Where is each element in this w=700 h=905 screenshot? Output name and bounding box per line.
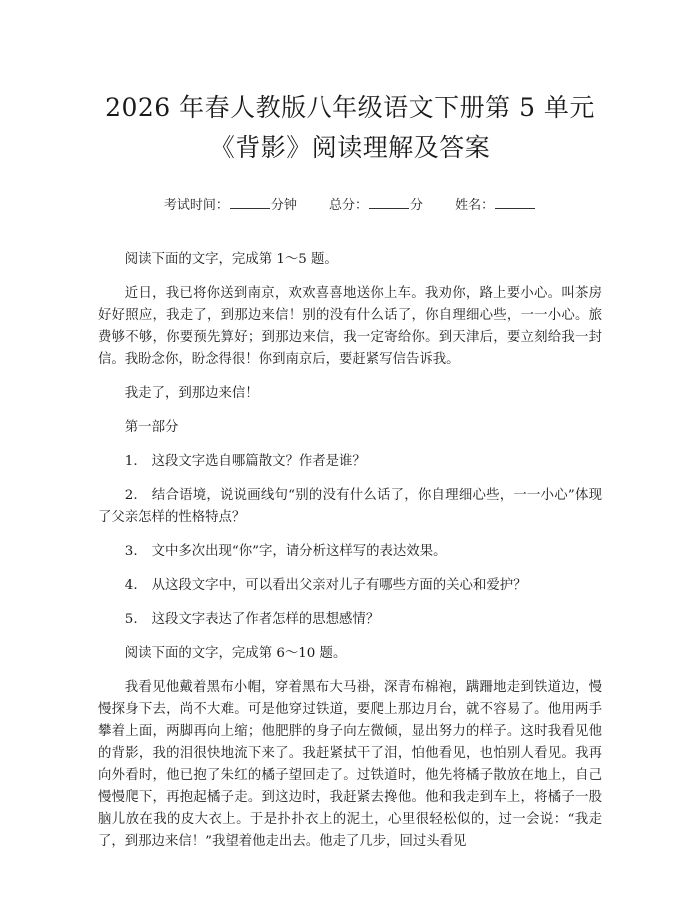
name-blank: [495, 196, 535, 209]
score-unit: 分: [410, 198, 424, 213]
time-unit: 分钟: [270, 198, 297, 213]
exam-info: [98, 194, 602, 213]
title-line-2: 《背影》阅读理解及答案: [209, 133, 491, 162]
question-item: 5. 这段文字表达了作者怎样的思想感情？: [124, 612, 380, 627]
section1-intro: 阅读下面的文字，完成第 1～5 题。: [124, 252, 338, 267]
passage2: 我看见他戴着黑布小帽，穿着黑布大马褂，深青布棉袍，蹒跚地走到铁道边，慢慢探身下去，尚不大难。可是他穿过铁道，要爬上那边月台，就不容易了。他用两手攀着上面，两脚再向上缩；他肥胖的身子向左微倾，显出努力的样子。这时我看见他的背影，我的泪很快地流下来了。我赶紧拭干了泪，怕他看见，也怕别人看见。我再向外看时，他已抱了朱红的橘子望回走了。过铁道时，他先将橘子散放在地上，自己慢慢爬下，再抱起橘子走。到这边时，我赶紧去搀他。他和我走到车上，将橘子一股脑儿放在我的皮大衣上。于是扑扑衣上的泥土，心里很轻松似的，过一会说：“我走了，到那边来信！”我望着他走出去。他走了几步，回过头看见: [98, 680, 602, 849]
exam-time: [164, 198, 297, 213]
question-item: 1. 这段文字选自哪篇散文？作者是谁？: [124, 454, 366, 469]
title-line-1: 2026 年春人教版八年级语文下册第 5 单元: [105, 93, 595, 122]
document-title: [98, 88, 602, 168]
exam-score: [329, 198, 423, 213]
document-body: [98, 249, 602, 853]
time-blank: [230, 196, 270, 209]
exam-name: [455, 198, 536, 213]
question-item: 4. 从这段文字中，可以看出父亲对儿子有哪些方面的关心和爱护？: [124, 578, 527, 593]
time-label: 考试时间：: [163, 198, 229, 213]
passage1: 近日，我已将你送到南京，欢欢喜喜地送你上车。我劝你，路上要小心。叫茶房好好照应，我走了，到那边来信！别的没有什么话了，你自理细心些，一一小心。旅费够不够，你要预先算好；到那边来信，我一定寄给你。到天津后，要立刻给我一封信。我盼念你，盼念得很！你到南京后，要赶紧写信告诉我。: [98, 286, 602, 367]
section2-intro: 阅读下面的文字，完成第 6～10 题。: [124, 646, 347, 661]
score-blank: [369, 196, 409, 209]
part-label: 第一部分: [124, 420, 179, 435]
question-item: 2. 结合语境，说说画线句“别的没有什么话了，你自理细心些，一一小心”体现了父亲怎样的性格特点？: [98, 488, 602, 525]
passage1-line2: 我走了，到那边来信！: [124, 386, 259, 401]
question-item: 3. 文中多次出现“你”字，请分析这样写的表达效果。: [124, 544, 447, 559]
score-label: 总分：: [328, 198, 368, 213]
name-label: 姓名：: [455, 198, 495, 213]
